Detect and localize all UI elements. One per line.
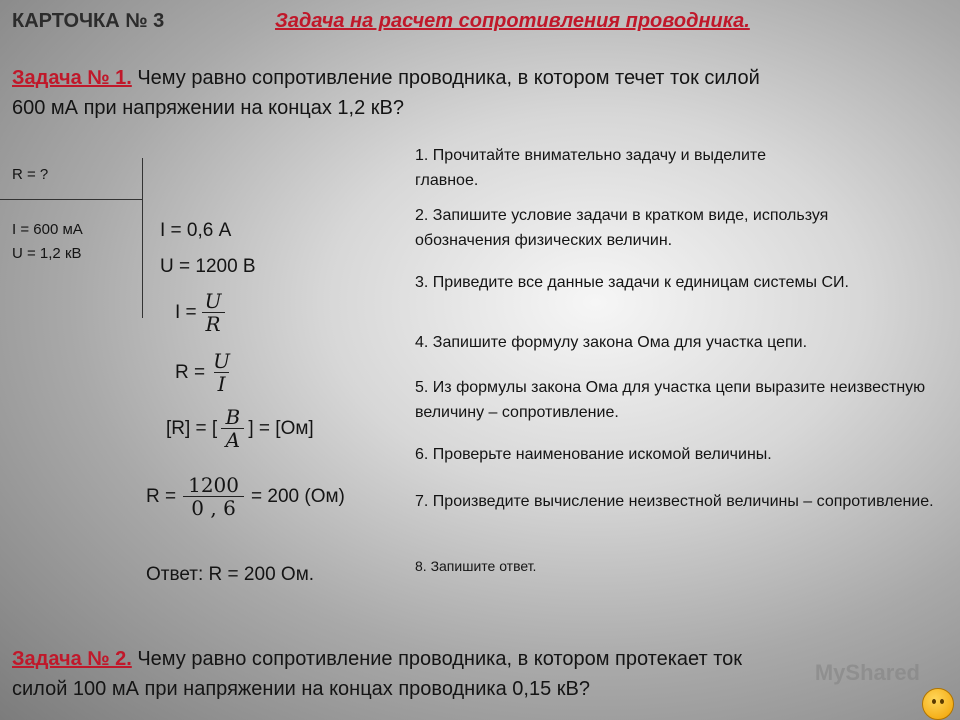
calculation-rhs: = 200 (Ом): [251, 485, 345, 507]
given-divider-vertical: [142, 158, 143, 318]
si-voltage: U = 1200 В: [160, 256, 256, 277]
unit-rhs: ] = [Ом]: [248, 417, 314, 439]
resistance-formula: [175, 350, 238, 395]
calculation-denominator: 0 , 6: [183, 496, 244, 519]
calculation-fraction: [180, 474, 247, 519]
calculation-numerator: 1200: [188, 473, 240, 497]
task1-text-1: Чему равно сопротивление проводника, в котором течет ток силой: [131, 67, 760, 89]
card-title: КАРТОЧКА № 3: [12, 10, 165, 32]
unit-denominator: А: [221, 428, 244, 451]
task1-line1: [12, 64, 760, 92]
task2-text-1: Чему равно сопротивление проводника, в котором протекает ток: [131, 648, 743, 670]
step-3: 3. Приведите все данные задачи к единицам системы СИ.: [415, 274, 849, 291]
unit-fraction: [221, 406, 244, 451]
resistance-fraction: [209, 350, 234, 395]
resistance-denominator: I: [214, 372, 230, 395]
step-6: 6. Проверьте наименование искомой величины.: [415, 446, 772, 463]
resistance-lhs: R =: [175, 361, 206, 383]
task2-label: Задача № 2.: [12, 648, 132, 670]
step-7: 7. Произведите вычисление неизвестной величины – сопротивление.: [415, 493, 934, 510]
given-divider-horizontal: [0, 199, 142, 200]
given-voltage: U = 1,2 кВ: [12, 245, 82, 262]
unit-formula: [166, 406, 314, 451]
ohm-law-formula: [175, 290, 230, 335]
unit-lhs: [R] = [: [166, 417, 218, 439]
step-4: 4. Запишите формулу закона Ома для участка цепи.: [415, 334, 808, 351]
resistance-numerator: U: [213, 349, 230, 373]
unit-numerator: В: [225, 405, 241, 429]
smiley-icon: [922, 688, 954, 720]
task1-line2: 600 мА при напряжении на концах 1,2 кВ?: [12, 97, 405, 119]
answer-text: Ответ: R = 200 Ом.: [146, 564, 315, 585]
ohm-law-numerator: U: [204, 289, 222, 313]
task1-label: Задача № 1.: [12, 67, 132, 89]
task2-line1: [12, 645, 742, 673]
si-current: I = 0,6 А: [160, 220, 232, 241]
given-current: I = 600 мА: [12, 221, 83, 238]
step-5: 5. Из формулы закона Ома для участка цепи выразите неизвестную величину – сопротивление.: [415, 379, 926, 421]
watermark-logo: MyShared: [814, 660, 920, 685]
step-8: 8. Запишите ответ.: [415, 558, 537, 574]
calculation-formula: [146, 474, 345, 519]
step-2: 2. Запишите условие задачи в кратком виде, используя обозначения физических величин.: [415, 207, 829, 249]
calculation-lhs: R =: [146, 485, 177, 507]
ohm-law-lhs: I =: [175, 301, 197, 323]
task-title: Задача на расчет сопротивления проводника.: [275, 10, 750, 32]
given-find: R = ?: [12, 166, 49, 183]
ohm-law-fraction: [201, 290, 226, 335]
step-1: 1. Прочитайте внимательно задачу и выделите главное.: [415, 147, 766, 189]
ohm-law-denominator: R: [202, 312, 225, 335]
task2-line2: силой 100 мА при напряжении на концах проводника 0,15 кВ?: [12, 678, 590, 700]
